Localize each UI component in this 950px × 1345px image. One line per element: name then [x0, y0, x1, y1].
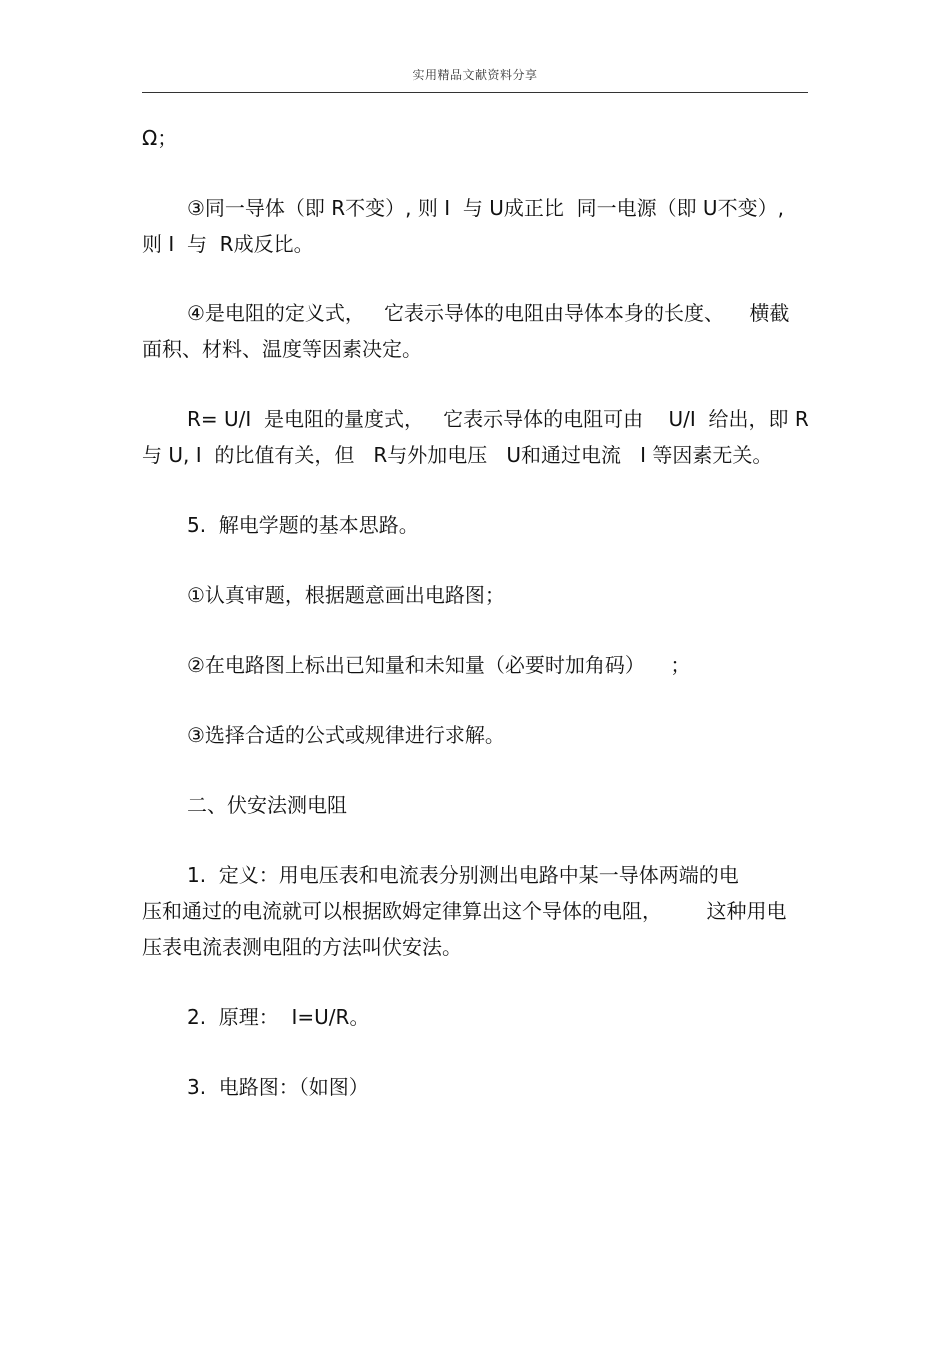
section-heading-voltammetry: 二、伏安法测电阻 — [187, 793, 347, 817]
text-line-omega: Ω； — [142, 126, 178, 150]
text-line-principle: 2. 原理： I=U/R。 — [187, 1005, 370, 1029]
text-line-definition-factors: 面积、材料、温度等因素决定。 — [142, 337, 422, 361]
text-line-proportional: ③同一导体（即 R不变）, 则 I 与 U成正比 同一电源（即 U不变）, — [187, 196, 784, 220]
text-line-definition-formula: ④是电阻的定义式， 它表示导体的电阻由导体本身的长度、 横截 — [187, 301, 790, 325]
step-choose-formula: ③选择合适的公式或规律进行求解。 — [187, 723, 505, 747]
text-line-circuit-diagram: 3. 电路图：（如图） — [187, 1075, 369, 1099]
text-line-voltammetry-definition-end: 压表电流表测电阻的方法叫伏安法。 — [142, 935, 462, 959]
text-line-measure-factors: 与 U, I 的比值有关，但 R与外加电压 U和通过电流 I 等因素无关。 — [142, 443, 773, 467]
section-heading-approach: 5. 解电学题的基本思路。 — [187, 513, 419, 537]
step-read-problem: ①认真审题，根据题意画出电路图； — [187, 583, 505, 607]
text-line-voltammetry-definition: 1. 定义：用电压表和电流表分别测出电路中某一导体两端的电 — [187, 863, 739, 887]
page-header — [142, 62, 808, 93]
page-header-title: 实用精品文献资料分享 — [412, 68, 538, 82]
text-line-voltammetry-definition-cont: 压和通过的电流就可以根据欧姆定律算出这个导体的电阻， 这种用电 — [142, 899, 787, 923]
step-label-quantities: ②在电路图上标出已知量和未知量（必要时加角码） ； — [187, 653, 691, 677]
text-line-measure-formula: R= U/I 是电阻的量度式， 它表示导体的电阻可由 U/I 给出，即 R — [187, 407, 809, 431]
text-line-inverse: 则 I 与 R成反比。 — [142, 232, 314, 256]
